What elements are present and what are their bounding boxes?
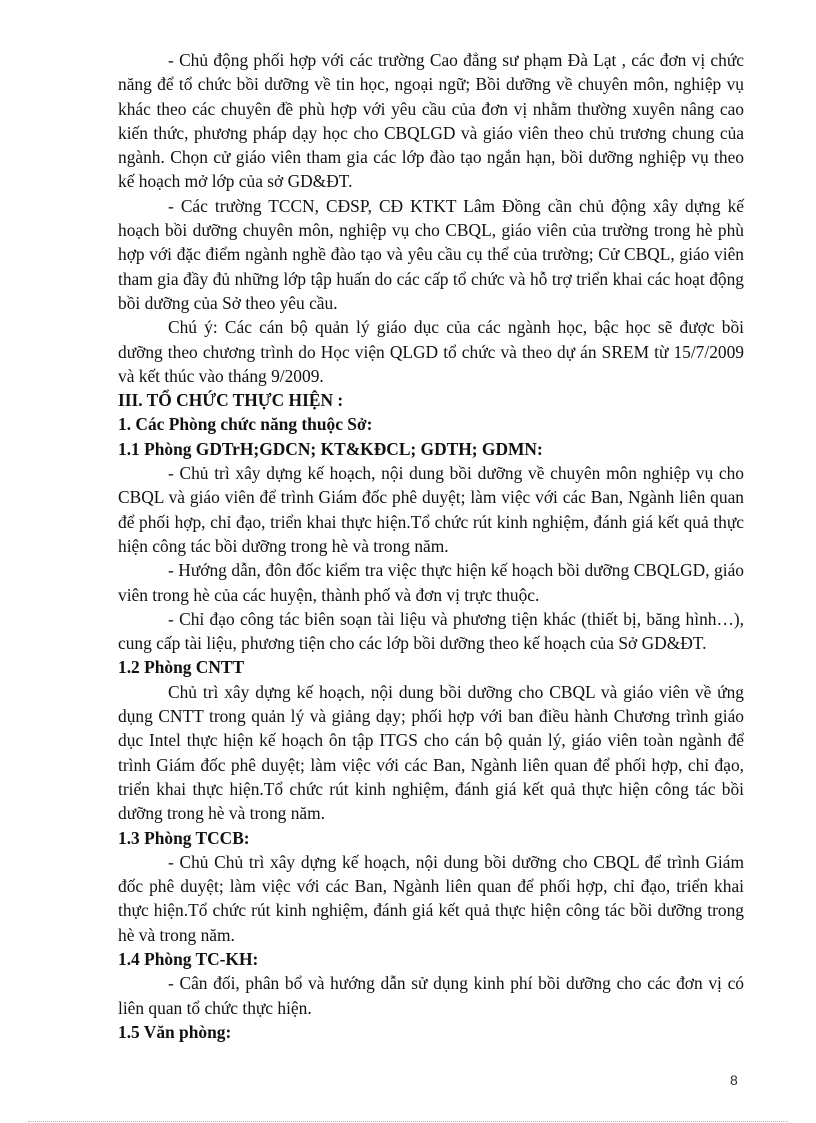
section-heading: III. TỔ CHỨC THỰC HIỆN : [118, 390, 344, 411]
subsection-heading: 1.5 Văn phòng: [118, 1021, 232, 1042]
paragraph: - Chủ trì xây dựng kế hoạch, nội dung bồi dưỡng về chuyên môn nghiệp vụ cho CBQL và giáo viên để trình Giám đốc phê duyệt; làm việc với các Ban, Ngành liên quan để phối hợp, chỉ đạo, triển khai thực hiện.Tổ chức rút kinh nghiệm, đánh giá kết quả thực hiện công tác bồi dưỡng trong hè và trong năm. [118, 463, 744, 556]
paragraph: - Hướng dẫn, đôn đốc kiểm tra việc thực hiện kế hoạch bồi dưỡng CBQLGD, giáo viên trong hè của các huyện, thành phố và đơn vị trực thuộc. [118, 560, 744, 605]
document-page [118, 48, 744, 1044]
paragraph: - Chủ Chủ trì xây dựng kế hoạch, nội dung bồi dưỡng cho CBQL để trình Giám đốc phê duyệt; làm việc với các Ban, Ngành liên quan để phối hợp, chỉ đạo, triển khai thực hiện.Tổ chức rút kinh nghiệm, đánh giá kết quả thực hiện công tác bồi dưỡng trong hè và trong năm. [118, 851, 744, 945]
page-number: 8 [730, 1072, 738, 1088]
subsection-heading: 1. Các Phòng chức năng thuộc Sở: [118, 414, 373, 435]
subsection-heading: 1.3 Phòng TCCB: [118, 827, 250, 848]
paragraph: Chủ trì xây dựng kế hoạch, nội dung bồi dưỡng cho CBQL và giáo viên về ứng dụng CNTT trong quản lý và giảng dạy; phối hợp với ban điều hành Chương trình giáo dục Intel thực hiện kế hoạch ôn tập ITGS cho cán bộ quản lý, giáo viên toàn ngành để trình Giám đốc phê duyệt; làm việc với các Ban, Ngành liên quan để phối hợp, chỉ đạo, triển khai thực hiện.Tổ chức rút kinh nghiệm, đánh giá kết quả thực hiện công tác bồi dưỡng trong hè và trong năm. [118, 681, 744, 824]
paragraph: - Chỉ đạo công tác biên soạn tài liệu và phương tiện khác (thiết bị, băng hình…), cung cấp tài liệu, phương tiện cho các lớp bồi dưỡng theo kế hoạch của Sở GD&ĐT. [118, 608, 744, 654]
paragraph: - Chủ động phối hợp với các trường Cao đẳng sư phạm Đà Lạt , các đơn vị chức năng để tổ chức bồi dưỡng về tin học, ngoại ngữ; Bồi dưỡng về chuyên môn, nghiệp vụ khác theo các chuyên đề phù hợp với yêu cầu của đơn vị nhằm thường xuyên nâng cao kiến thức, phương pháp dạy học cho CBQLGD và giáo viên theo chủ trương chung của ngành. Chọn cử giáo viên tham gia các lớp đào tạo ngắn hạn, bồi dưỡng nghiệp vụ theo kế hoạch mở lớp của sở GD&ĐT. [118, 50, 744, 192]
paragraph: Chú ý: Các cán bộ quản lý giáo dục của các ngành học, bậc học sẽ được bồi dưỡng theo chương trình do Học viện QLGD tổ chức và theo dự án SREM từ 15/7/2009 và kết thúc vào tháng 9/2009. [118, 317, 744, 386]
subsection-heading: 1.4 Phòng TC-KH: [118, 948, 259, 969]
paragraph: - Các trường TCCN, CĐSP, CĐ KTKT Lâm Đồng cần chủ động xây dựng kế hoạch bồi dưỡng chuyên môn, nghiệp vụ cho CBQL, giáo viên của trường trong hè phù hợp với đặc điểm ngành nghề đào tạo và yêu cầu cụ thể của trường; Cử CBQL, giáo viên tham gia đầy đủ những lớp tập huấn do các cấp tổ chức và hỗ trợ triển khai các hoạt động bồi dưỡng của Sở theo yêu cầu. [118, 195, 744, 313]
paragraph: - Cân đối, phân bổ và hướng dẫn sử dụng kinh phí bồi dưỡng cho các đơn vị có liên quan tổ chức thực hiện. [118, 973, 744, 1018]
subsection-heading: 1.2 Phòng CNTT [118, 657, 245, 678]
subsection-heading: 1.1 Phòng GDTrH;GDCN; KT&KĐCL; GDTH; GDMN: [118, 438, 543, 459]
page-footer-line [28, 1121, 788, 1122]
